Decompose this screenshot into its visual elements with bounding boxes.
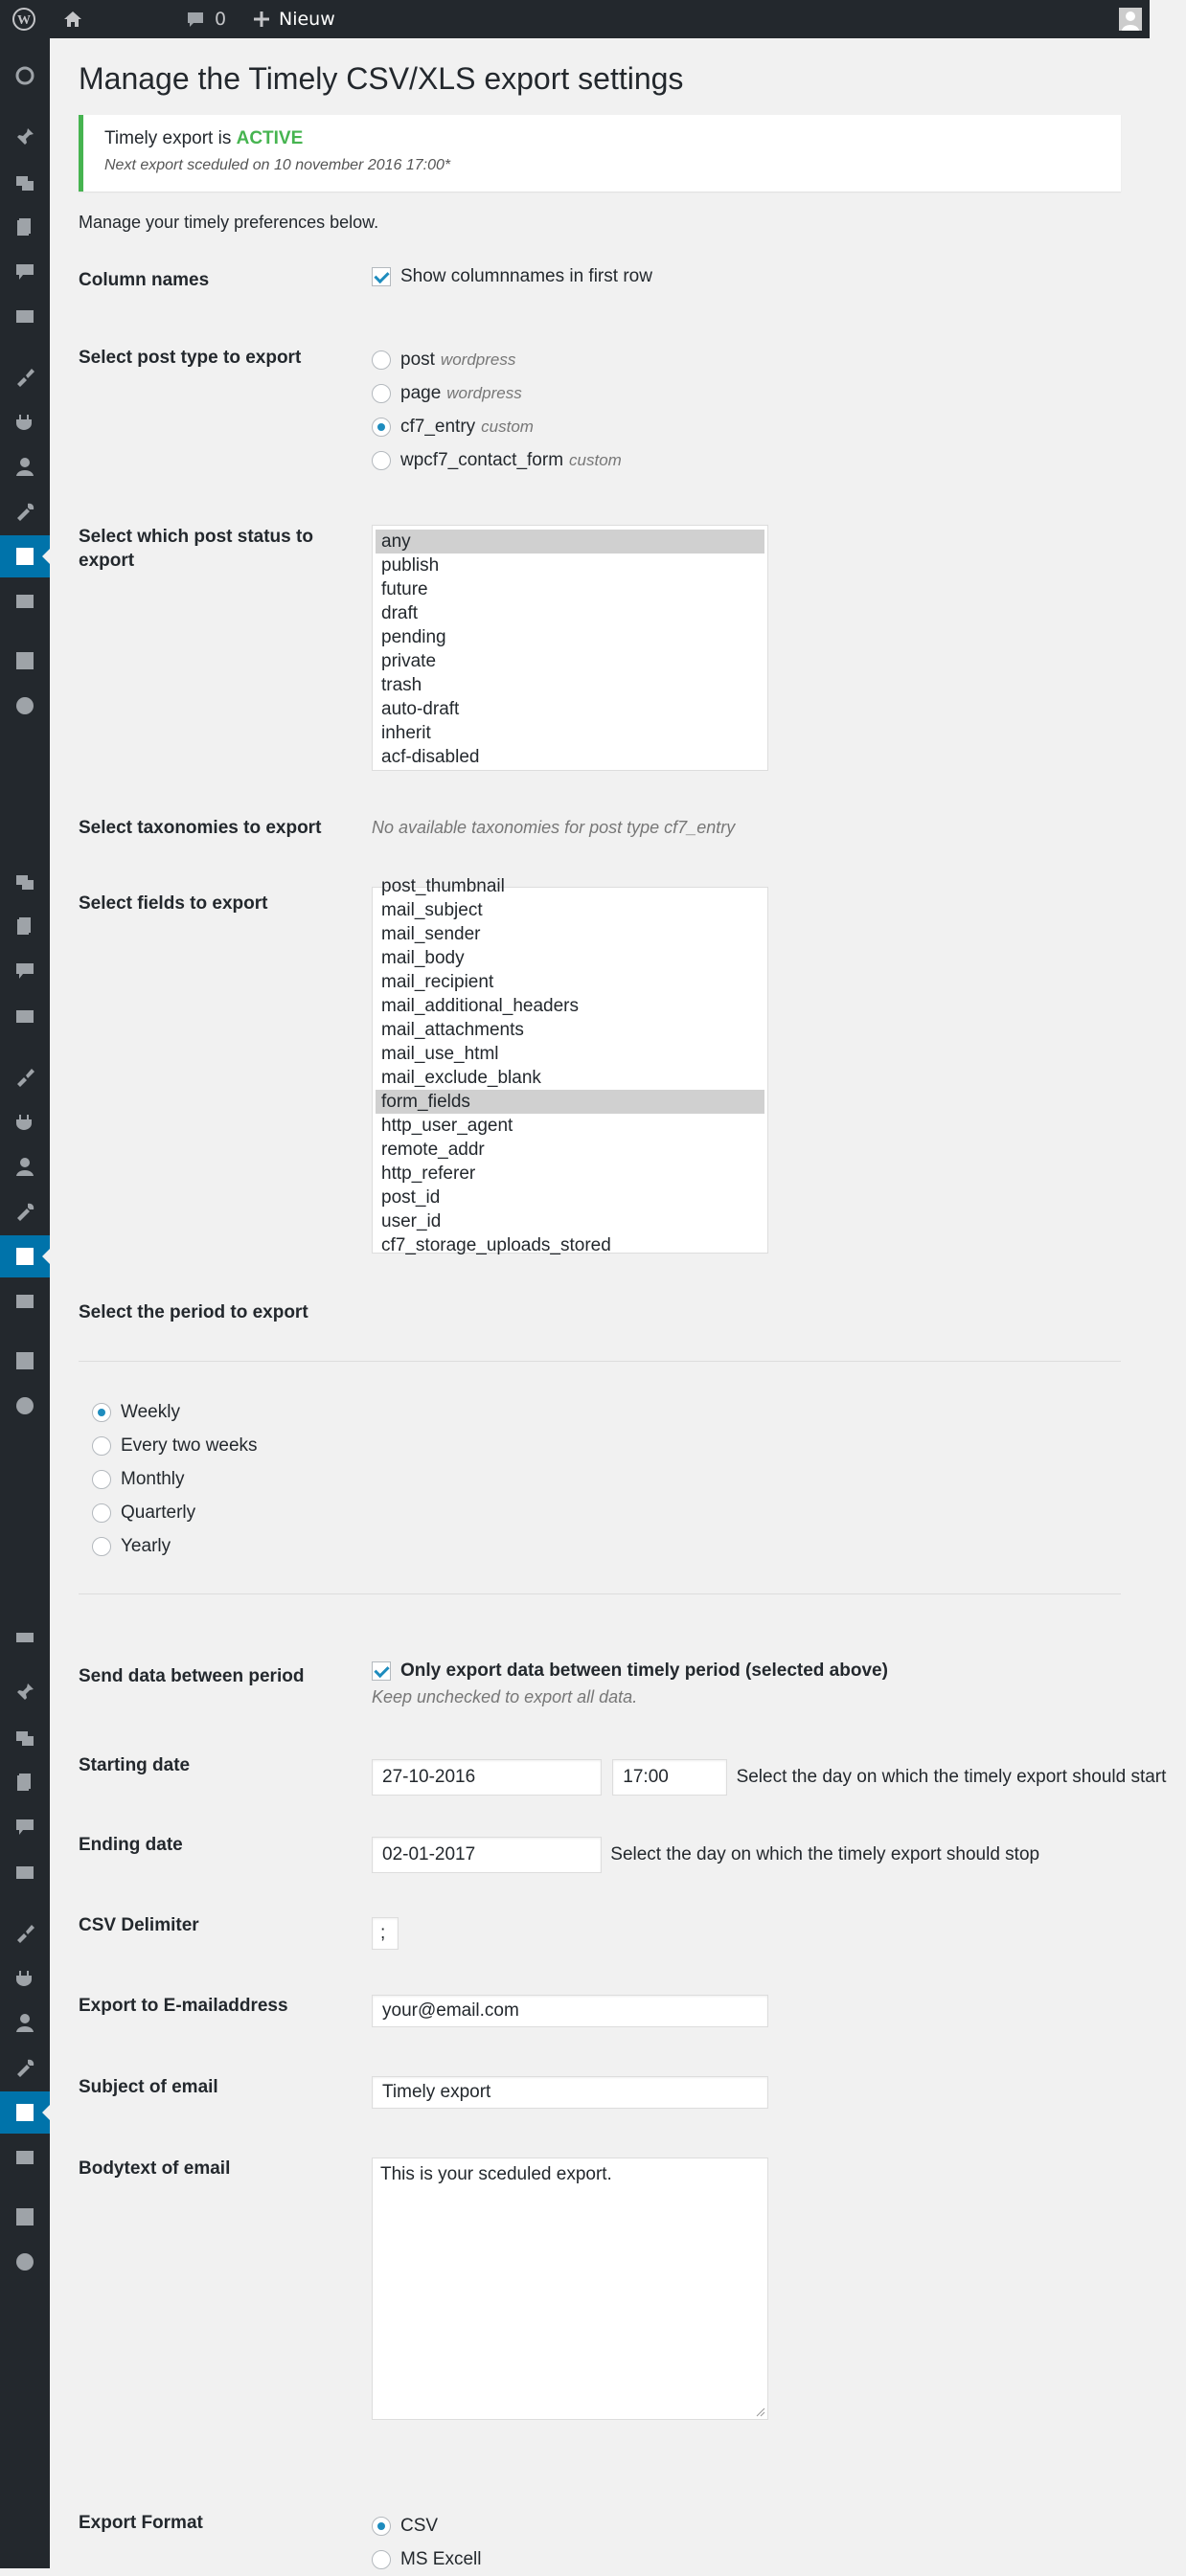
starting-date-control (372, 1759, 1186, 1796)
play-icon[interactable] (0, 2241, 50, 2283)
play-icon[interactable] (0, 685, 50, 727)
post-type-radio-group (372, 343, 622, 477)
period-radio[interactable] (92, 1503, 111, 1523)
pin-icon[interactable] (0, 1671, 50, 1713)
period-option[interactable] (92, 1529, 258, 1563)
plus-icon (253, 11, 270, 28)
export-field-option[interactable]: http_user_agent (381, 1116, 513, 1136)
post-type-option-label: page (400, 382, 442, 403)
table-icon[interactable] (0, 1280, 50, 1322)
mail-icon[interactable] (0, 295, 50, 337)
post-type-option-label: cf7_entry (400, 416, 476, 437)
starting-date-input[interactable]: 27-10-2016 (372, 1759, 602, 1796)
taxonomies-label: Select taxonomies to export (79, 818, 322, 838)
export-field-option[interactable]: cf7_storage_uploads_stored (381, 1235, 611, 1255)
period-option-label: Every two weeks (121, 1435, 258, 1456)
comments-icon[interactable] (0, 251, 50, 293)
pin-icon[interactable] (0, 116, 50, 158)
post-type-option-tag: wordpress (440, 350, 516, 369)
body-text: This is your sceduled export. (380, 2164, 612, 2184)
intro-text: Manage your timely preferences below. (79, 213, 379, 232)
export-field-option[interactable]: mail_body (381, 948, 465, 968)
appearance-icon[interactable] (0, 1055, 50, 1097)
plugins-icon[interactable] (0, 400, 50, 442)
media-icon[interactable] (0, 1716, 50, 1758)
period-radio[interactable] (92, 1470, 111, 1489)
pages-icon[interactable] (0, 905, 50, 947)
page-title: Manage the Timely CSV/XLS export settings (79, 61, 684, 96)
format-radio[interactable] (372, 2517, 391, 2536)
period-radio-group (92, 1395, 258, 1563)
export-field-option[interactable]: form_fields (376, 1090, 764, 1114)
format-option[interactable] (372, 2542, 481, 2576)
export-icon[interactable] (0, 1235, 50, 1277)
plugins-icon[interactable] (0, 1956, 50, 1999)
post-type-option[interactable] (372, 343, 622, 376)
divider (79, 1361, 1121, 1362)
settings-icon[interactable] (0, 1616, 50, 1659)
post-status-option[interactable]: inherit (381, 723, 431, 743)
period-option[interactable] (92, 1496, 258, 1529)
tools-icon[interactable] (0, 1190, 50, 1232)
ending-date-hint: Select the day on which the timely export should stop (610, 1844, 1040, 1865)
post-type-option-label: wpcf7_contact_form (400, 449, 564, 470)
avatar[interactable] (1119, 8, 1142, 31)
format-radio-group (372, 2509, 481, 2576)
post-type-option-tag: wordpress (446, 383, 522, 402)
notice-prefix: Timely export is (104, 128, 237, 148)
subject-label: Subject of email (79, 2077, 218, 2097)
send-between-note: Keep unchecked to export all data. (372, 1687, 638, 1706)
status-badge: ACTIVE (236, 128, 304, 148)
format-radio[interactable] (372, 2550, 391, 2569)
mail-icon[interactable] (0, 995, 50, 1037)
post-type-radio[interactable] (372, 418, 391, 437)
period-option-label: Monthly (121, 1468, 185, 1489)
post-status-option[interactable]: trash (381, 675, 422, 695)
column-names-checkbox-label: Show columnnames in first row (400, 266, 652, 286)
post-type-option-tag: custom (481, 417, 534, 436)
period-option-label: Yearly (121, 1535, 171, 1556)
dashboard-icon[interactable] (0, 54, 50, 96)
new-content-button[interactable] (253, 0, 335, 38)
post-status-option[interactable]: auto-draft (381, 699, 460, 719)
table-icon[interactable] (0, 580, 50, 622)
email-control (372, 1995, 768, 2027)
export-field-option[interactable]: mail_exclude_blank (381, 1068, 541, 1088)
subject-control (372, 2076, 768, 2109)
export-field-option[interactable]: mail_attachments (381, 1020, 524, 1040)
body-control (372, 2158, 768, 2420)
email-field[interactable]: your@email.com (372, 1995, 768, 2027)
post-status-option[interactable]: pending (381, 627, 446, 647)
column-names-label: Column names (79, 270, 210, 290)
period-radio[interactable] (92, 1436, 111, 1456)
tools-icon[interactable] (0, 490, 50, 532)
status-notice (79, 115, 1121, 192)
comments-link[interactable] (186, 0, 226, 38)
send-between-control (372, 1661, 888, 1707)
plugins-icon[interactable] (0, 1100, 50, 1142)
starting-date-label: Starting date (79, 1755, 191, 1775)
export-icon[interactable] (0, 2091, 50, 2134)
send-between-checkbox-label: Only export data between timely period (selected above) (400, 1661, 888, 1681)
export-field-option[interactable]: post_id (381, 1187, 441, 1208)
users-icon[interactable] (0, 445, 50, 487)
post-type-option-label: post (400, 349, 435, 370)
export-fields-listbox[interactable] (372, 876, 768, 1255)
pages-icon[interactable] (0, 1761, 50, 1803)
column-names-checkbox[interactable] (372, 267, 391, 286)
period-radio[interactable] (92, 1537, 111, 1556)
export-field-option[interactable]: mail_subject (381, 900, 483, 920)
format-option[interactable] (372, 2509, 481, 2542)
delimiter-input[interactable]: ; (372, 1917, 399, 1950)
comments-icon[interactable] (0, 1806, 50, 1848)
export-field-option[interactable]: mail_sender (381, 924, 481, 944)
export-fields-label: Select fields to export (79, 893, 268, 914)
post-status-option[interactable]: publish (381, 555, 440, 576)
send-between-checkbox[interactable] (372, 1661, 391, 1681)
post-status-option[interactable]: future (381, 579, 428, 599)
delimiter-control (372, 1917, 399, 1950)
play-icon[interactable] (0, 1385, 50, 1427)
resize-handle-icon[interactable] (756, 2407, 765, 2417)
period-label: Select the period to export (79, 1302, 308, 1322)
export-field-option[interactable]: mail_additional_headers (381, 996, 579, 1016)
email-label: Export to E-mailaddress (79, 1996, 288, 2016)
delimiter-label: CSV Delimiter (79, 1915, 199, 1935)
post-status-label: Select which post status to export (79, 527, 313, 571)
forms-icon[interactable] (0, 1340, 50, 1382)
appearance-icon[interactable] (0, 1911, 50, 1954)
body-textarea[interactable] (372, 2158, 768, 2420)
post-status-option[interactable]: any (376, 530, 764, 554)
admin-bar (0, 0, 1150, 38)
mail-icon[interactable] (0, 1851, 50, 1893)
media-icon[interactable] (0, 161, 50, 203)
export-icon[interactable] (0, 535, 50, 577)
post-type-option-tag: custom (569, 450, 622, 469)
body-label: Bodytext of email (79, 2158, 231, 2179)
period-radio[interactable] (92, 1403, 111, 1422)
post-status-listbox[interactable] (372, 525, 768, 771)
comments-icon[interactable] (0, 950, 50, 992)
comments-count: 0 (215, 9, 227, 30)
export-field-option[interactable]: user_id (381, 1211, 442, 1232)
new-label: Nieuw (279, 9, 335, 30)
period-option[interactable] (92, 1395, 258, 1429)
home-icon[interactable] (56, 0, 90, 38)
ending-date-control (372, 1837, 1039, 1873)
svg-text:W: W (17, 13, 31, 28)
post-type-option[interactable] (372, 443, 622, 477)
users-icon[interactable] (0, 2001, 50, 2044)
period-option[interactable] (92, 1462, 258, 1496)
next-export-text: Next export sceduled on 10 november 2016 17:00* (104, 157, 451, 173)
export-field-option[interactable]: post_thumbnail (381, 876, 505, 896)
divider (79, 1593, 1121, 1594)
post-type-option[interactable] (372, 376, 622, 410)
period-option[interactable] (92, 1429, 258, 1462)
starting-date-hint: Select the day on which the timely export should start (736, 1767, 1167, 1788)
column-names-control (372, 266, 652, 287)
export-field-option[interactable]: mail_use_html (381, 1044, 499, 1064)
wordpress-logo-icon[interactable] (0, 0, 48, 38)
subject-field[interactable]: Timely export (372, 2076, 768, 2109)
comment-bubble-icon (186, 10, 205, 29)
forms-icon[interactable] (0, 2196, 50, 2238)
format-label: Export Format (79, 2513, 203, 2533)
post-type-radio[interactable] (372, 350, 391, 370)
ending-date-input[interactable]: 02-01-2017 (372, 1837, 602, 1873)
table-icon[interactable] (0, 2136, 50, 2179)
export-field-option[interactable]: mail_recipient (381, 972, 494, 992)
post-status-option[interactable]: acf-disabled (381, 747, 480, 767)
media-icon[interactable] (0, 860, 50, 902)
taxonomies-note: No available taxonomies for post type cf7_entry (372, 818, 736, 837)
post-type-radio[interactable] (372, 451, 391, 470)
post-status-option[interactable]: private (381, 651, 437, 671)
period-option-label: Weekly (121, 1401, 180, 1422)
forms-icon[interactable] (0, 640, 50, 682)
export-field-option[interactable]: remote_addr (381, 1140, 485, 1160)
post-type-radio[interactable] (372, 384, 391, 403)
export-field-option[interactable]: http_referer (381, 1164, 476, 1184)
pages-icon[interactable] (0, 206, 50, 248)
send-between-label: Send data between period (79, 1666, 305, 1686)
post-type-label: Select post type to export (79, 348, 302, 368)
ending-date-label: Ending date (79, 1835, 183, 1855)
period-option-label: Quarterly (121, 1502, 196, 1523)
tools-icon[interactable] (0, 2046, 50, 2089)
users-icon[interactable] (0, 1145, 50, 1187)
starting-time-input[interactable]: 17:00 (612, 1759, 727, 1796)
format-option-label: CSV (400, 2515, 439, 2536)
post-status-option[interactable]: draft (381, 603, 419, 623)
appearance-icon[interactable] (0, 355, 50, 397)
format-option-label: MS Excell (400, 2548, 482, 2569)
post-type-option[interactable] (372, 410, 622, 443)
